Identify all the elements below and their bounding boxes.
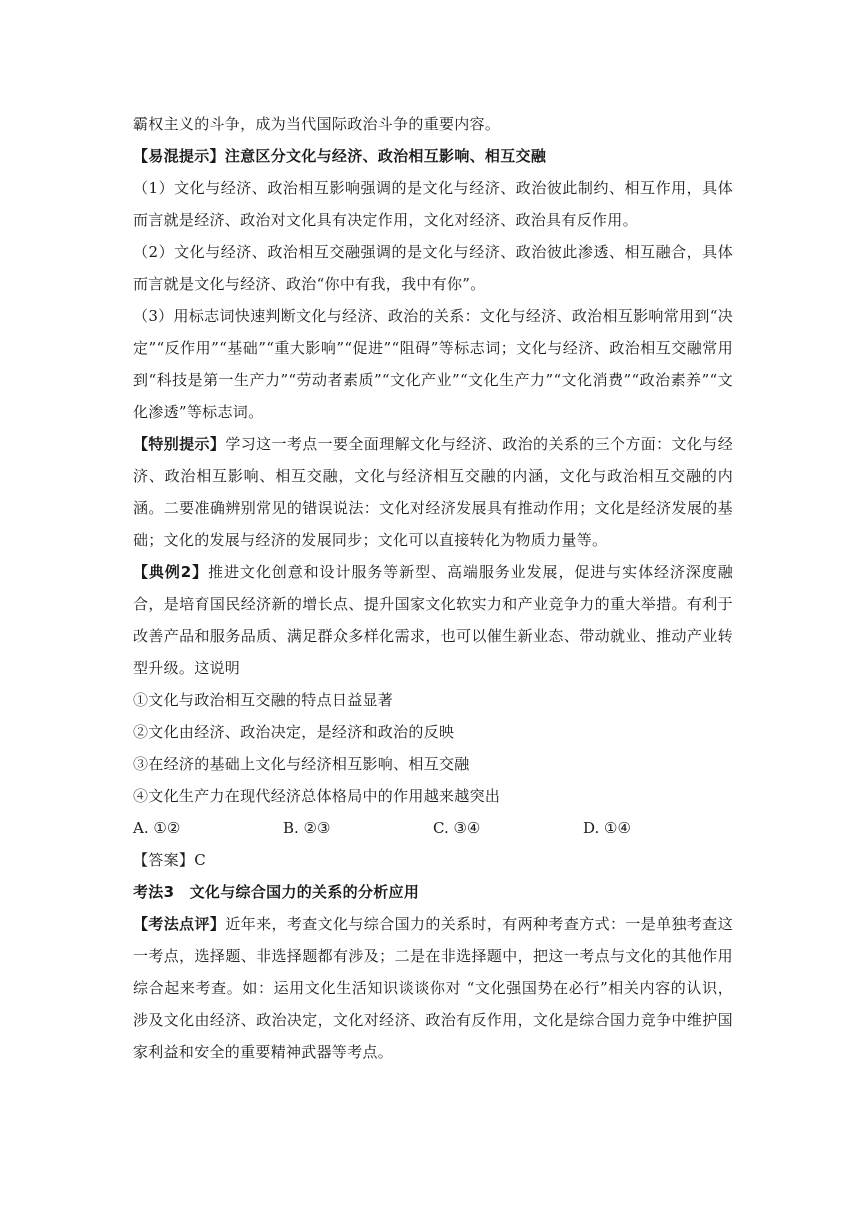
example-paragraph	[133, 556, 733, 684]
special-tip-text: 学习这一考点一要全面理解文化与经济、政治的关系的三个方面：文化与经济、政治相互影响、相互交融，文化与经济相互交融的内涵，文化与政治相互交融的内涵。二要准确辨别常见的错误说法：文化对经济发展具有推动作用；文化是经济发展的基础；文化的发展与经济的发展同步；文化可以直接转化为物质力量等。	[133, 435, 733, 549]
review-paragraph	[133, 908, 733, 1068]
confusion-tip-heading	[133, 140, 733, 172]
special-tip-paragraph	[133, 428, 733, 556]
option-c: C. ③④	[433, 819, 481, 837]
list-item-1: （1）文化与经济、政治相互影响强调的是文化与经济、政治彼此制约、相互作用，具体而言就是经济、政治对文化具有决定作用，文化对经济、政治具有反作用。	[133, 179, 733, 229]
option-d: D. ①④	[583, 819, 631, 837]
statement-2: ②文化由经济、政治决定，是经济和政治的反映	[133, 723, 455, 741]
list-item-3: （3）用标志词快速判断文化与经济、政治的关系：文化与经济、政治相互影响常用到“决定”“反作用”“基础”“重大影响”“促进”“阻碍”等标志词；文化与经济、政治相互交融常用到“科技是第一生产力”“劳动者素质”“文化产业”“文化生产力”“文化消费”“政治素养”“文化渗透”等标志词。	[133, 307, 733, 421]
review-label: 【考法点评】	[133, 915, 226, 933]
paragraph-intro: 霸权主义的斗争，成为当代国际政治斗争的重要内容。	[133, 115, 501, 133]
answer-options	[133, 812, 733, 844]
section-heading: 考法3 文化与综合国力的关系的分析应用	[133, 883, 420, 901]
option-b: B. ②③	[283, 819, 331, 837]
example-label: 【典例2】	[133, 563, 209, 581]
list-item-2: （2）文化与经济、政治相互交融强调的是文化与经济、政治彼此渗透、相互融合，具体而言就是文化与经济、政治“你中有我，我中有你”。	[133, 243, 733, 293]
document-body	[133, 108, 733, 1068]
statement-1: ①文化与政治相互交融的特点日益显著	[133, 691, 394, 709]
answer-line: 【答案】C	[133, 851, 206, 869]
option-a: A. ①②	[133, 819, 181, 837]
confusion-tip-label: 【易混提示】	[133, 147, 225, 165]
statement-3: ③在经济的基础上文化与经济相互影响、相互交融	[133, 755, 470, 773]
example-text: 推进文化创意和设计服务等新型、高端服务业发展，促进与实体经济深度融合，是培育国民经济新的增长点、提升国家文化软实力和产业竞争力的重大举措。有利于改善产品和服务品质、满足群众多样化需求，也可以催生新业态、带动就业、推动产业转型升级。这说明	[133, 563, 734, 677]
statement-4: ④文化生产力在现代经济总体格局中的作用越来越突出	[133, 787, 501, 805]
special-tip-label: 【特别提示】	[133, 435, 226, 453]
review-text: 近年来，考查文化与综合国力的关系时，有两种考查方式：一是单独考查这一考点，选择题、非选择题都有涉及；二是在非选择题中，把这一考点与文化的其他作用综合起来考查。如：运用文化生活知识谈谈你对 “文化强国势在必行”相关内容的认识，涉及文化由经济、政治决定，文化对经济、政治有反作用，文化是综合国力竞争中维护国家利益和安全的重要精神武器等考点。	[133, 915, 733, 1061]
confusion-tip-title: 注意区分文化与经济、政治相互影响、相互交融	[224, 147, 547, 165]
